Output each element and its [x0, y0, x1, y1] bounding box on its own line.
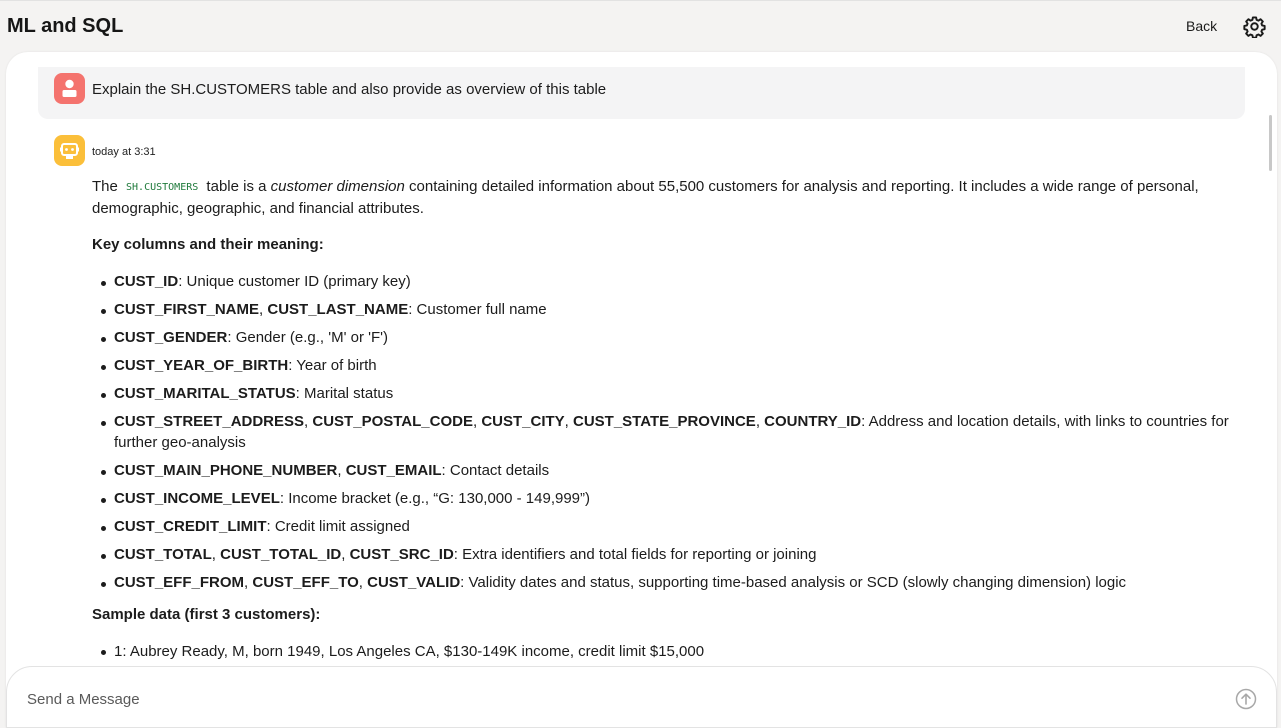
column-item [92, 300, 1242, 321]
user-message [38, 67, 1245, 119]
column-name: CUST_TOTAL [114, 546, 212, 564]
message-timestamp: today at 3:31 [92, 146, 156, 158]
back-button[interactable]: Back [1186, 18, 1218, 34]
column-item [92, 461, 1242, 482]
intro-text-middle: table is a [202, 178, 271, 195]
separator: , [259, 301, 268, 319]
assistant-response [92, 177, 1242, 662]
column-name: CUST_EFF_FROM [114, 574, 245, 592]
user-avatar-icon [54, 73, 85, 104]
column-name: CUST_STATE_PROVINCE [573, 413, 756, 431]
separator: , [564, 413, 573, 431]
column-name: CUST_TOTAL_ID [220, 546, 342, 564]
column-name: CUST_LAST_NAME [267, 301, 409, 319]
top-bar [0, 0, 1281, 52]
column-name: CUST_ID [114, 273, 179, 290]
separator: , [211, 546, 221, 564]
columns-list [92, 272, 1242, 594]
columns-heading: Key columns and their meaning: [92, 236, 324, 253]
column-item [92, 384, 1242, 405]
column-name: CUST_EFF_TO [252, 574, 359, 592]
column-name: CUST_GENDER [114, 329, 228, 347]
column-name: CUST_MARITAL_STATUS [114, 385, 296, 403]
robot-avatar-icon [54, 135, 85, 166]
column-name: CUST_MAIN_PHONE_NUMBER [114, 462, 338, 480]
column-name: CUST_YEAR_OF_BIRTH [114, 357, 289, 375]
intro-text-end: containing detailed information about 55,500 customers for analysis and reporting. It includes a wide range of personal, demographic, geographic, and financial attributes. [92, 178, 1199, 217]
sample-list [92, 642, 1242, 662]
column-item [92, 328, 1242, 349]
column-item [92, 517, 1242, 538]
column-name: CUST_POSTAL_CODE [312, 413, 473, 431]
send-arrow-icon[interactable] [1235, 688, 1257, 710]
column-description: : Unique customer ID (primary key) [178, 273, 411, 290]
column-name: CUST_VALID [367, 574, 461, 592]
column-description: : Gender (e.g., 'M' or 'F') [227, 329, 389, 347]
column-item [92, 545, 1242, 566]
column-item [92, 272, 1242, 293]
message-list[interactable] [6, 52, 1277, 666]
message-input[interactable] [27, 687, 1207, 711]
column-name: CUST_SRC_ID [349, 546, 454, 564]
user-message-text: Explain the SH.CUSTOMERS table and also provide as overview of this table [92, 81, 607, 98]
column-description: : Customer full name [408, 301, 547, 319]
sample-item: 1: Aubrey Ready, M, born 1949, Los Angeles CA, $130-149K income, credit limit $15,000 [92, 642, 1242, 662]
column-description: : Address and location details, with links to countries for further geo-analysis [114, 413, 1229, 451]
sample-heading: Sample data (first 3 customers): [92, 605, 321, 623]
intro-text-start: The [92, 178, 123, 195]
separator: , [244, 574, 253, 592]
column-name: CUST_CREDIT_LIMIT [114, 518, 267, 536]
message-composer [6, 666, 1277, 728]
chat-panel [6, 52, 1277, 728]
column-description: : Validity dates and status, supporting time-based analysis or SCD (slowly changing dimension) logic [460, 574, 1127, 592]
column-name: CUST_CITY [481, 413, 565, 431]
column-item [92, 412, 1242, 453]
inline-code: SH.CUSTOMERS [126, 182, 199, 193]
column-description: : Contact details [441, 462, 550, 480]
column-description: : Marital status [295, 385, 394, 403]
column-item [92, 489, 1242, 510]
gear-icon[interactable] [1243, 15, 1266, 38]
intro-paragraph [92, 177, 1242, 219]
column-item [92, 356, 1242, 377]
column-name: CUST_FIRST_NAME [114, 301, 260, 319]
column-name: COUNTRY_ID [764, 413, 862, 431]
scrollbar-thumb[interactable] [1269, 115, 1272, 171]
separator: , [304, 413, 313, 431]
separator: , [337, 462, 346, 480]
column-name: CUST_STREET_ADDRESS [114, 413, 305, 431]
column-item [92, 573, 1242, 594]
column-description: : Extra identifiers and total fields for reporting or joining [453, 546, 817, 564]
column-description: : Income bracket (e.g., “G: 130,000 - 149,999”) [279, 490, 591, 508]
column-description: : Credit limit assigned [266, 518, 410, 536]
separator: , [358, 574, 368, 592]
app-title: ML and SQL [7, 15, 124, 37]
column-name: CUST_EMAIL [345, 462, 442, 480]
separator: , [341, 546, 350, 564]
intro-emphasis: customer dimension [270, 178, 405, 195]
column-description: : Year of birth [288, 357, 377, 375]
separator: , [472, 413, 482, 431]
separator: , [755, 413, 765, 431]
column-name: CUST_INCOME_LEVEL [114, 490, 280, 508]
